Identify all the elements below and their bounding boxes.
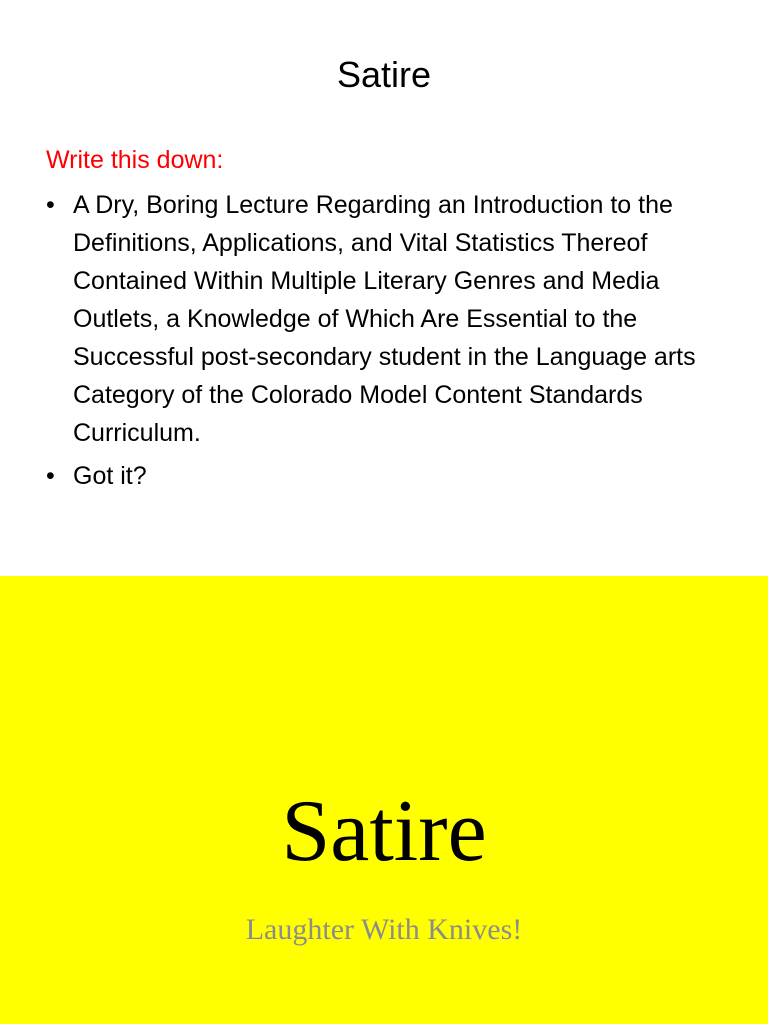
slide-title: Satire [281, 783, 487, 880]
bullet-item [46, 457, 736, 495]
bullet-text: A Dry, Boring Lecture Regarding an Introduction to the Definitions, Applications, and Vital Statistics Thereof Contained Within Multiple Literary Genres and Media Outlets, a Knowledge of Which Are Essential to the Successful post-secondary student in the Language arts Category of the Colorado Model Content Standards Curriculum. [73, 191, 696, 447]
slide-subtitle: Laughter With Knives! [245, 913, 523, 946]
bullet-item [46, 186, 736, 452]
bullet-icon: • [46, 462, 55, 490]
bullet-list [46, 186, 736, 500]
bullet-icon: • [46, 191, 55, 219]
slide-2 [0, 576, 768, 1024]
bullet-text: Got it? [73, 462, 147, 490]
slide-heading: Write this down: [46, 146, 224, 174]
slide-title: Satire [336, 54, 432, 95]
